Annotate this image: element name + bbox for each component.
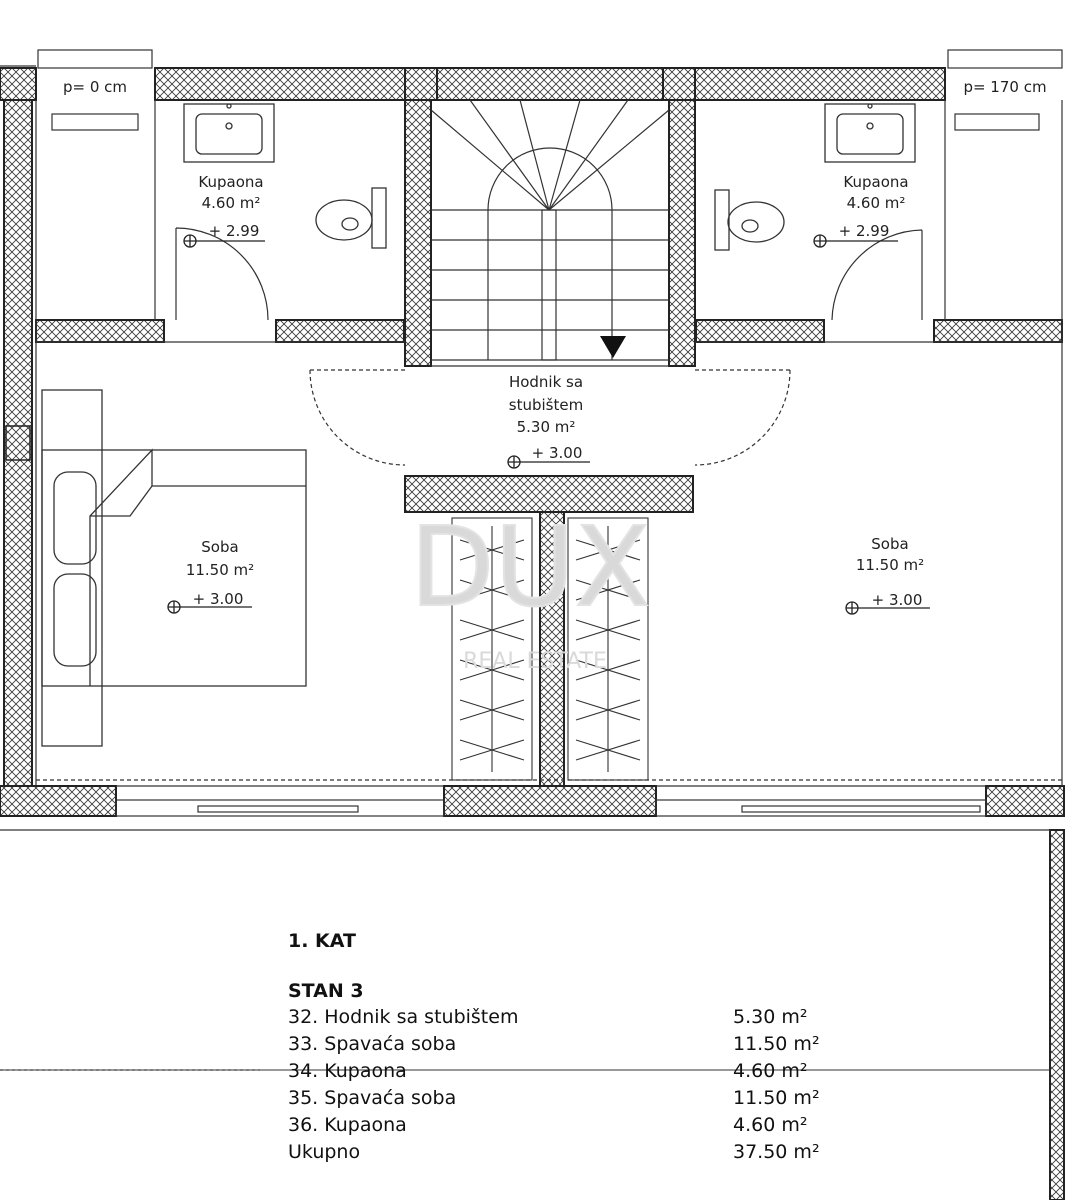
hall-level: + 3.00	[531, 444, 583, 462]
row-area: 4.60 m²	[733, 1060, 808, 1082]
wall-top-left	[0, 68, 36, 100]
sink-right-icon	[825, 104, 915, 162]
table-row	[288, 1085, 848, 1112]
table-row	[288, 1112, 848, 1139]
door-room-left-icon	[310, 370, 405, 465]
parapet-right-label: p= 170 cm	[963, 78, 1047, 96]
bath-left-name: Kupaona	[198, 173, 264, 191]
watermark-sub: REAL ESTATE	[463, 649, 607, 674]
wall-bath-left-a	[36, 320, 164, 342]
parapet-left-label: p= 0 cm	[62, 78, 128, 96]
table-row	[288, 1058, 848, 1085]
bath-right-level: + 2.99	[838, 222, 890, 240]
column-right	[663, 68, 695, 100]
wall-right-lower	[1050, 830, 1064, 1200]
wall-bath-left-b	[276, 320, 404, 342]
sink-left-icon	[184, 104, 274, 162]
table-row	[288, 1004, 848, 1031]
unit-title: STAN 3	[288, 980, 364, 1002]
room-left-area: 11.50 m²	[185, 561, 255, 579]
door-bath-right-icon	[832, 230, 922, 320]
table-row-total	[288, 1139, 848, 1166]
toilet-left-icon	[316, 188, 386, 248]
staircase	[431, 100, 669, 366]
row-area: 4.60 m²	[733, 1114, 808, 1136]
wall-bottom-right	[986, 786, 1064, 816]
table-row	[288, 1031, 848, 1058]
room-left-name: Soba	[201, 538, 239, 556]
row-name: 32. Hodnik sa stubištem	[288, 1006, 519, 1028]
wall-top-mid-right	[695, 68, 945, 100]
room-left-level: + 3.00	[192, 590, 244, 608]
hall-name-line2: stubištem	[508, 396, 584, 414]
row-name: 34. Kupaona	[288, 1060, 407, 1082]
bath-right-name: Kupaona	[843, 173, 909, 191]
wall-top-mid-left	[155, 68, 405, 100]
row-name: 35. Spavaća soba	[288, 1087, 457, 1109]
wall-bottom-left	[0, 786, 116, 816]
wall-bath-right-a	[696, 320, 824, 342]
wall-bath-right-b	[934, 320, 1062, 342]
row-name: 33. Spavaća soba	[288, 1033, 457, 1055]
bath-right-area: 4.60 m²	[846, 194, 906, 212]
row-area: 5.30 m²	[733, 1006, 808, 1028]
stair-arrow-icon	[600, 336, 626, 358]
row-area: 37.50 m²	[733, 1141, 820, 1163]
stair-wall-right	[669, 100, 695, 366]
row-name: 36. Kupaona	[288, 1114, 407, 1136]
row-area: 11.50 m²	[733, 1087, 820, 1109]
room-right-area: 11.50 m²	[855, 556, 925, 574]
room-right-name: Soba	[871, 535, 909, 553]
stair-wall-left	[405, 100, 431, 366]
bath-left-area: 4.60 m²	[201, 194, 261, 212]
door-room-right-icon	[695, 370, 790, 465]
row-name: Ukupno	[288, 1141, 361, 1163]
bed-icon	[42, 390, 306, 746]
wall-bottom-mid	[444, 786, 656, 816]
row-area: 11.50 m²	[733, 1033, 820, 1055]
hall-name-line1: Hodnik sa	[508, 373, 584, 391]
bath-left-level: + 2.99	[208, 222, 260, 240]
watermark-logo: DUX	[409, 503, 651, 631]
area-table	[288, 930, 848, 1166]
wall-top-stair	[437, 68, 663, 100]
hall-area: 5.30 m²	[516, 418, 576, 436]
room-right-level: + 3.00	[871, 591, 923, 609]
floor-title: 1. KAT	[288, 930, 356, 952]
toilet-right-icon	[715, 190, 784, 250]
column-left	[405, 68, 437, 100]
